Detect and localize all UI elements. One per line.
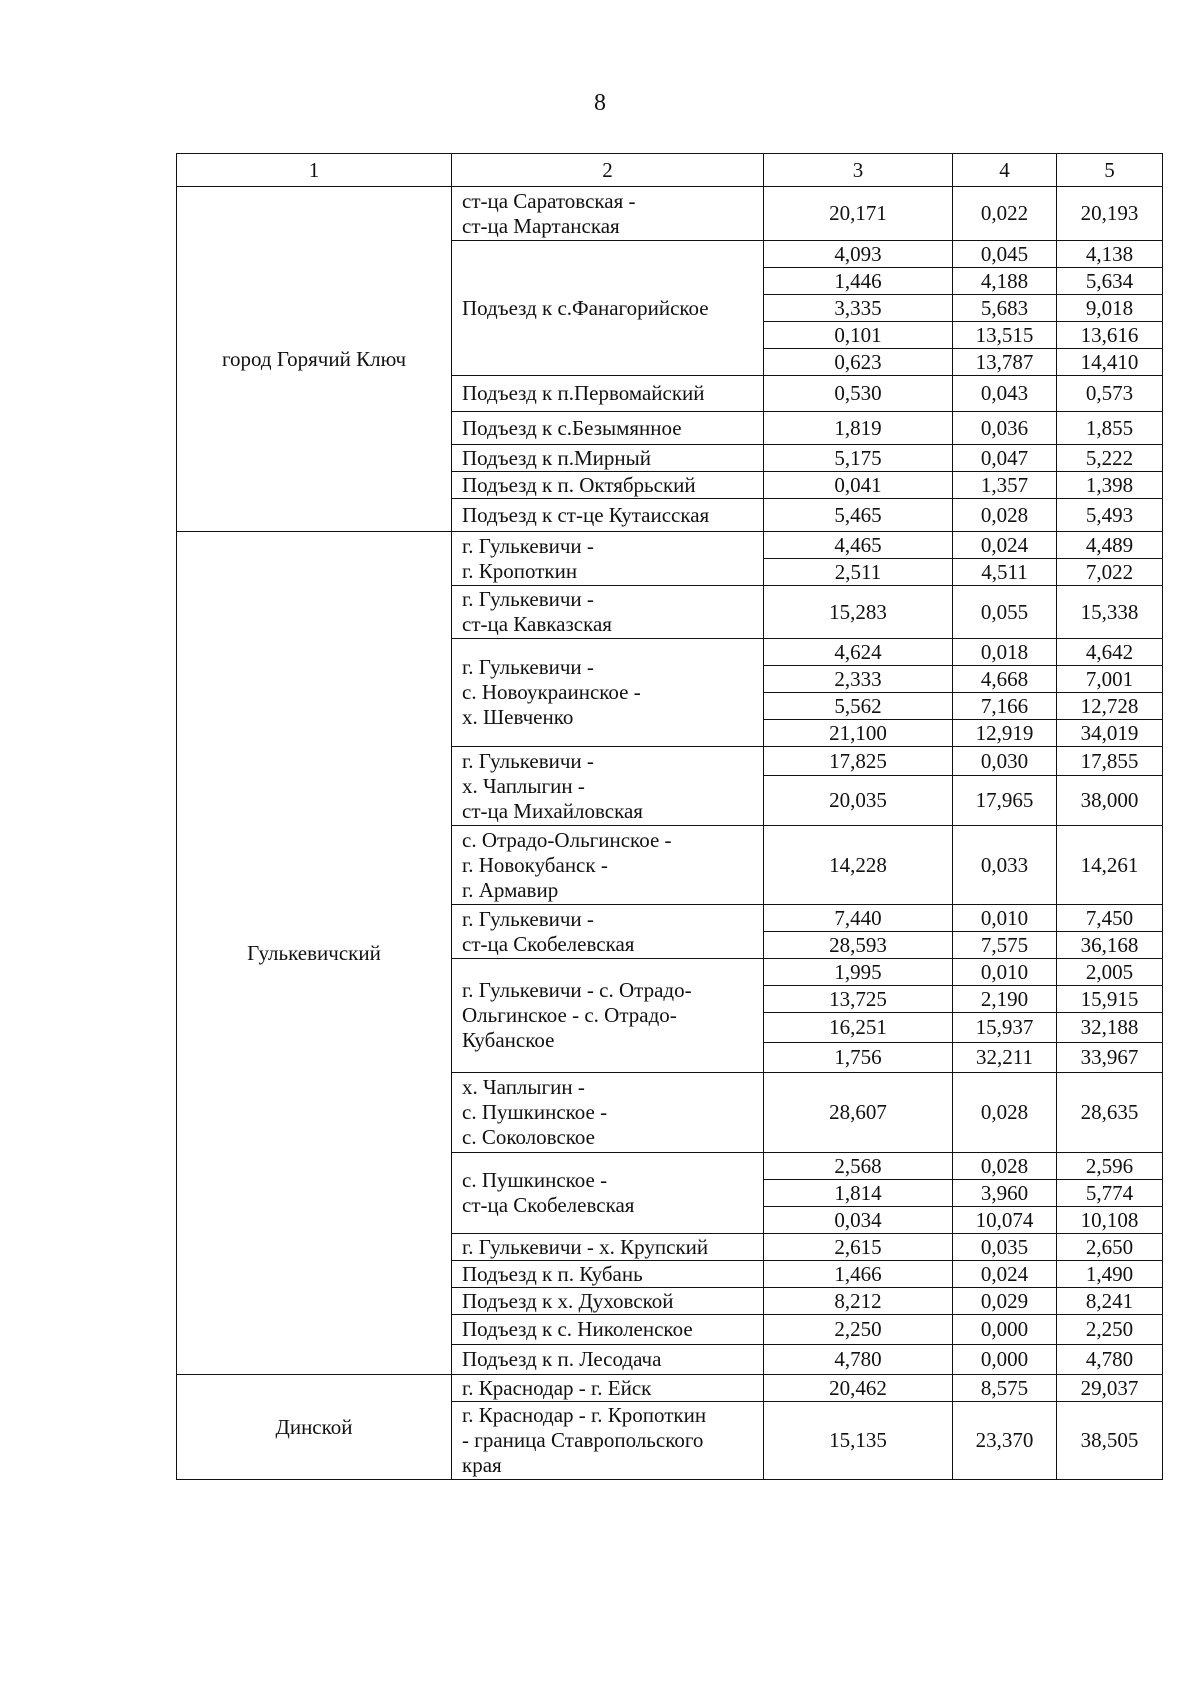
length-col4-cell: 7,166	[953, 693, 1057, 720]
length-col3-cell: 8,212	[764, 1288, 953, 1315]
length-col4-cell: 0,028	[953, 1153, 1057, 1180]
length-col3-cell: 1,995	[764, 959, 953, 986]
length-col4-cell: 10,074	[953, 1207, 1057, 1234]
column-header-2: 2	[452, 154, 764, 187]
length-col4-cell: 0,043	[953, 376, 1057, 412]
length-col4-cell: 0,024	[953, 1261, 1057, 1288]
length-col4-cell: 0,028	[953, 1073, 1057, 1153]
length-col4-cell: 0,036	[953, 412, 1057, 445]
length-col3-cell: 2,333	[764, 666, 953, 693]
length-col4-cell: 0,047	[953, 445, 1057, 472]
table-row	[177, 187, 1163, 241]
district-cell: город Горячий Ключ	[177, 187, 452, 532]
length-col5-cell: 8,241	[1057, 1288, 1163, 1315]
length-col3-cell: 2,511	[764, 559, 953, 586]
length-col3-cell: 1,756	[764, 1043, 953, 1073]
length-col3-cell: 28,593	[764, 932, 953, 959]
length-col5-cell: 10,108	[1057, 1207, 1163, 1234]
length-col3-cell: 15,135	[764, 1402, 953, 1480]
road-name-cell: Подъезд к п. Кубань	[452, 1261, 764, 1288]
road-name-cell: Подъезд к с.Фанагорийское	[452, 241, 764, 376]
column-header-5: 5	[1057, 154, 1163, 187]
road-name-cell: г. Гулькевичи - ст-ца Скобелевская	[452, 905, 764, 959]
length-col5-cell: 2,250	[1057, 1315, 1163, 1345]
length-col4-cell: 0,035	[953, 1234, 1057, 1261]
length-col5-cell: 5,493	[1057, 499, 1163, 532]
length-col3-cell: 0,041	[764, 472, 953, 499]
district-cell: Динской	[177, 1375, 452, 1480]
length-col4-cell: 1,357	[953, 472, 1057, 499]
length-col4-cell: 12,919	[953, 720, 1057, 747]
road-name-cell: с. Отрадо-Ольгинское - г. Новокубанск - г. Армавир	[452, 826, 764, 905]
length-col3-cell: 2,568	[764, 1153, 953, 1180]
length-col4-cell: 0,055	[953, 586, 1057, 639]
length-col5-cell: 13,616	[1057, 322, 1163, 349]
length-col3-cell: 0,530	[764, 376, 953, 412]
road-name-cell: г. Гулькевичи - с. Отрадо- Ольгинское - с. Отрадо- Кубанское	[452, 959, 764, 1073]
road-name-cell: Подъезд к х. Духовской	[452, 1288, 764, 1315]
length-col5-cell: 4,138	[1057, 241, 1163, 268]
length-col5-cell: 5,774	[1057, 1180, 1163, 1207]
length-col4-cell: 0,024	[953, 532, 1057, 559]
length-col3-cell: 16,251	[764, 1013, 953, 1043]
length-col4-cell: 0,010	[953, 905, 1057, 932]
road-name-cell: г. Гулькевичи - г. Кропоткин	[452, 532, 764, 586]
length-col5-cell: 17,855	[1057, 747, 1163, 776]
table-row	[177, 1375, 1163, 1402]
length-col5-cell: 7,450	[1057, 905, 1163, 932]
district-cell: Гулькевичский	[177, 532, 452, 1375]
length-col5-cell: 4,642	[1057, 639, 1163, 666]
length-col4-cell: 0,028	[953, 499, 1057, 532]
length-col3-cell: 20,462	[764, 1375, 953, 1402]
length-col3-cell: 13,725	[764, 986, 953, 1013]
road-name-cell: Подъезд к ст-це Кутаисская	[452, 499, 764, 532]
length-col5-cell: 2,596	[1057, 1153, 1163, 1180]
length-col4-cell: 4,511	[953, 559, 1057, 586]
length-col3-cell: 3,335	[764, 295, 953, 322]
length-col4-cell: 0,029	[953, 1288, 1057, 1315]
road-name-cell: Подъезд к п. Лесодача	[452, 1345, 764, 1375]
length-col3-cell: 0,623	[764, 349, 953, 376]
length-col5-cell: 9,018	[1057, 295, 1163, 322]
length-col3-cell: 1,814	[764, 1180, 953, 1207]
length-col4-cell: 0,000	[953, 1315, 1057, 1345]
length-col3-cell: 4,093	[764, 241, 953, 268]
road-table	[176, 153, 1163, 1480]
length-col4-cell: 0,018	[953, 639, 1057, 666]
road-name-cell: Подъезд к с.Безымянное	[452, 412, 764, 445]
length-col4-cell: 3,960	[953, 1180, 1057, 1207]
length-col4-cell: 5,683	[953, 295, 1057, 322]
length-col5-cell: 1,490	[1057, 1261, 1163, 1288]
length-col5-cell: 29,037	[1057, 1375, 1163, 1402]
road-name-cell: Подъезд к п. Октябрьский	[452, 472, 764, 499]
table-body	[177, 187, 1163, 1480]
length-col3-cell: 4,780	[764, 1345, 953, 1375]
length-col4-cell: 13,787	[953, 349, 1057, 376]
length-col5-cell: 5,634	[1057, 268, 1163, 295]
length-col3-cell: 0,034	[764, 1207, 953, 1234]
length-col3-cell: 21,100	[764, 720, 953, 747]
length-col4-cell: 4,668	[953, 666, 1057, 693]
road-name-cell: х. Чаплыгин - с. Пушкинское - с. Соколовское	[452, 1073, 764, 1153]
road-name-cell: г. Краснодар - г. Ейск	[452, 1375, 764, 1402]
length-col3-cell: 5,562	[764, 693, 953, 720]
length-col5-cell: 4,489	[1057, 532, 1163, 559]
road-name-cell: г. Гулькевичи - х. Крупский	[452, 1234, 764, 1261]
road-name-cell: ст-ца Саратовская - ст-ца Мартанская	[452, 187, 764, 241]
length-col5-cell: 34,019	[1057, 720, 1163, 747]
length-col5-cell: 14,261	[1057, 826, 1163, 905]
length-col3-cell: 0,101	[764, 322, 953, 349]
length-col3-cell: 5,465	[764, 499, 953, 532]
length-col4-cell: 0,030	[953, 747, 1057, 776]
page-number: 8	[594, 90, 606, 116]
length-col4-cell: 2,190	[953, 986, 1057, 1013]
length-col3-cell: 28,607	[764, 1073, 953, 1153]
road-name-cell: с. Пушкинское - ст-ца Скобелевская	[452, 1153, 764, 1234]
length-col3-cell: 1,466	[764, 1261, 953, 1288]
length-col4-cell: 0,045	[953, 241, 1057, 268]
length-col4-cell: 13,515	[953, 322, 1057, 349]
length-col3-cell: 20,035	[764, 776, 953, 826]
road-name-cell: Подъезд к п.Первомайский	[452, 376, 764, 412]
table-row	[177, 532, 1163, 559]
length-col5-cell: 14,410	[1057, 349, 1163, 376]
length-col3-cell: 1,819	[764, 412, 953, 445]
length-col5-cell: 28,635	[1057, 1073, 1163, 1153]
column-header-1: 1	[177, 154, 452, 187]
length-col3-cell: 4,465	[764, 532, 953, 559]
length-col5-cell: 12,728	[1057, 693, 1163, 720]
length-col5-cell: 38,505	[1057, 1402, 1163, 1480]
road-name-cell: г. Гулькевичи - х. Чаплыгин - ст-ца Михайловская	[452, 747, 764, 826]
length-col5-cell: 1,398	[1057, 472, 1163, 499]
length-col4-cell: 0,033	[953, 826, 1057, 905]
column-header-4: 4	[953, 154, 1057, 187]
length-col4-cell: 4,188	[953, 268, 1057, 295]
length-col3-cell: 5,175	[764, 445, 953, 472]
length-col4-cell: 7,575	[953, 932, 1057, 959]
length-col5-cell: 7,001	[1057, 666, 1163, 693]
length-col5-cell: 38,000	[1057, 776, 1163, 826]
length-col3-cell: 1,446	[764, 268, 953, 295]
length-col3-cell: 7,440	[764, 905, 953, 932]
road-name-cell: г. Гулькевичи - с. Новоукраинское - х. Шевченко	[452, 639, 764, 747]
length-col5-cell: 4,780	[1057, 1345, 1163, 1375]
length-col5-cell: 33,967	[1057, 1043, 1163, 1073]
length-col3-cell: 2,615	[764, 1234, 953, 1261]
length-col3-cell: 14,228	[764, 826, 953, 905]
length-col3-cell: 15,283	[764, 586, 953, 639]
length-col3-cell: 20,171	[764, 187, 953, 241]
length-col4-cell: 15,937	[953, 1013, 1057, 1043]
length-col4-cell: 17,965	[953, 776, 1057, 826]
road-name-cell: Подъезд к с. Николенское	[452, 1315, 764, 1345]
length-col5-cell: 2,005	[1057, 959, 1163, 986]
header-row	[177, 154, 1163, 187]
column-header-3: 3	[764, 154, 953, 187]
length-col5-cell: 1,855	[1057, 412, 1163, 445]
length-col4-cell: 0,022	[953, 187, 1057, 241]
length-col5-cell: 5,222	[1057, 445, 1163, 472]
length-col5-cell: 20,193	[1057, 187, 1163, 241]
length-col3-cell: 17,825	[764, 747, 953, 776]
length-col4-cell: 23,370	[953, 1402, 1057, 1480]
length-col4-cell: 32,211	[953, 1043, 1057, 1073]
length-col4-cell: 0,010	[953, 959, 1057, 986]
length-col3-cell: 4,624	[764, 639, 953, 666]
length-col5-cell: 36,168	[1057, 932, 1163, 959]
road-name-cell: г. Гулькевичи - ст-ца Кавказская	[452, 586, 764, 639]
road-name-cell: г. Краснодар - г. Кропоткин - граница Ставропольского края	[452, 1402, 764, 1480]
length-col5-cell: 32,188	[1057, 1013, 1163, 1043]
length-col5-cell: 7,022	[1057, 559, 1163, 586]
length-col3-cell: 2,250	[764, 1315, 953, 1345]
length-col4-cell: 0,000	[953, 1345, 1057, 1375]
length-col5-cell: 15,338	[1057, 586, 1163, 639]
length-col5-cell: 15,915	[1057, 986, 1163, 1013]
length-col5-cell: 2,650	[1057, 1234, 1163, 1261]
road-name-cell: Подъезд к п.Мирный	[452, 445, 764, 472]
length-col5-cell: 0,573	[1057, 376, 1163, 412]
length-col4-cell: 8,575	[953, 1375, 1057, 1402]
